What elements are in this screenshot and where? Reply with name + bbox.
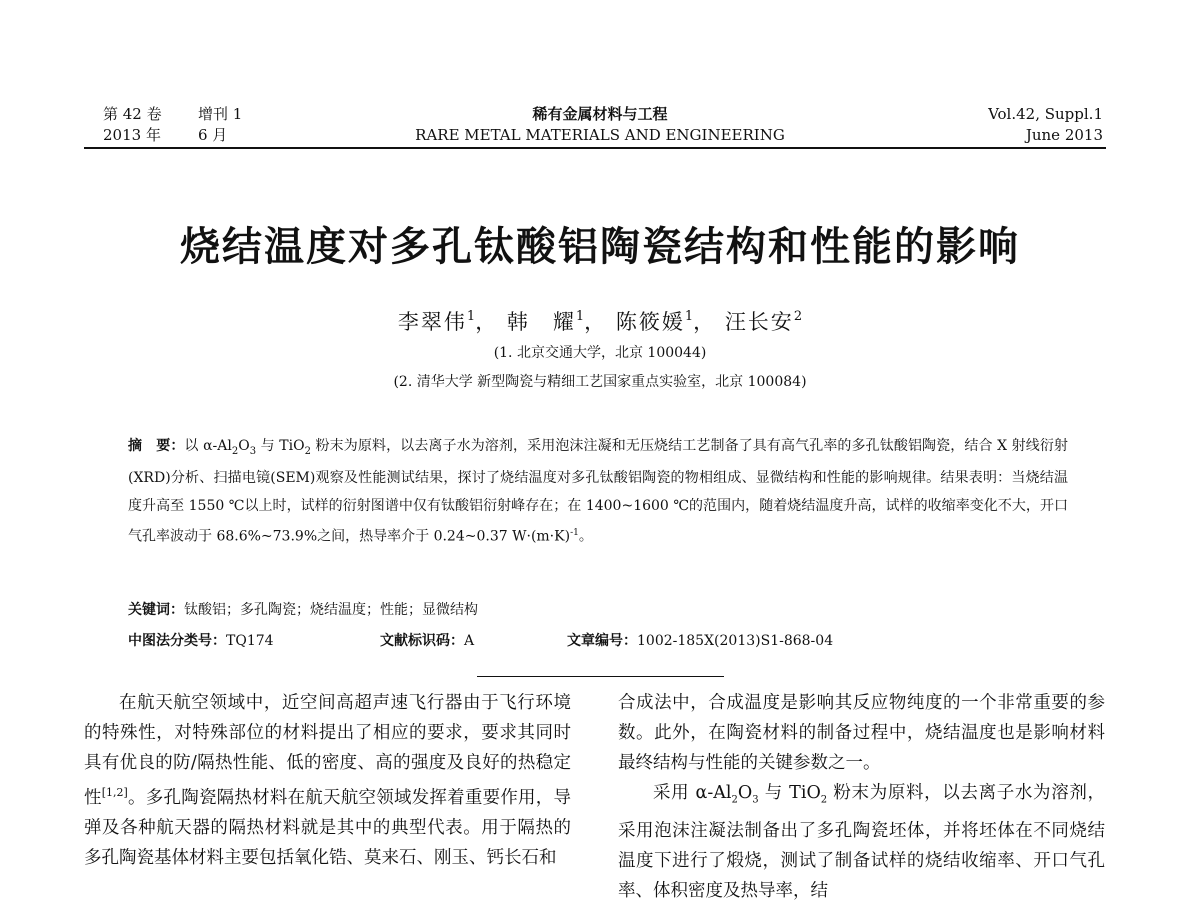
article-number-label: 文章编号： xyxy=(567,633,637,649)
abstract-text: 与 TiO xyxy=(256,438,305,454)
author-name: 汪长安 xyxy=(724,310,794,334)
citation: [1,2] xyxy=(101,786,128,799)
header-rule xyxy=(84,147,1106,149)
issue-cn: 增刊 1 xyxy=(198,105,243,123)
abstract-text: 。 xyxy=(578,528,593,545)
month-cn: 6 月 xyxy=(198,126,228,144)
superscript: -1 xyxy=(570,528,579,539)
document-code-value: A xyxy=(464,633,475,649)
subscript: 3 xyxy=(752,794,759,806)
keywords-label: 关键词： xyxy=(128,602,184,618)
body-text: 粉末为原料，以去离子水为溶剂，采用泡沫注凝法制备出了多孔陶瓷坯体，并将坯体在不同烧结温度下进行了煅烧，测试了制备试样的烧结收缩率、开口气孔率、体积密度及热导率，结 xyxy=(618,783,1105,901)
author-name: 陈筱媛 xyxy=(615,310,685,334)
clc-code xyxy=(128,631,274,651)
body-text: O xyxy=(737,783,753,803)
abstract xyxy=(128,433,1068,551)
volume-en: Vol.42, Suppl.1 xyxy=(988,105,1103,123)
subscript: 3 xyxy=(249,445,257,457)
body-column-right xyxy=(618,688,1105,906)
body-paragraph xyxy=(618,778,1105,906)
author-name: 李翠伟 xyxy=(397,310,467,334)
body-text: 采用 α-Al xyxy=(653,783,732,803)
subscript: 2 xyxy=(731,794,738,806)
abstract-text: 粉末为原料，以去离子水为溶剂，采用泡沫注凝和无压烧结工艺制备了具有高气孔率的多孔钛酸铝陶瓷，结合 X 射线衍射(XRD)分析、扫描电镜(SEM)观察及性能测试结果，探讨了烧结温度对多孔钛酸铝陶瓷的物相组成、显微结构和性能的影响规律。结果表明：当烧结温度升高至 1550 ℃以上时，试样的衍射图谱中仅有钛酸铝衍射峰存在；在 1400~1600 ℃的范围内，随着烧结温度升高，试样的收缩率变化不大，开口气孔率波动于 68.6%~73.9%之间，热导率介于 0.24~0.37 W·(m·K) xyxy=(128,438,1068,545)
subscript: 2 xyxy=(304,445,311,457)
body-text: 。多孔陶瓷隔热材料在航天航空领域发挥着重要作用，导弹及各种航天器的隔热材料就是其中的典型代表。用于隔热的多孔陶瓷基体材料主要包括氧化锆、莫来石、刚玉、钙长石和 xyxy=(84,787,572,868)
body-text: 在航天航空领域中，近空间高超声速飞行器由于飞行环境的特殊性，对特殊部位的材料提出了相应的要求，要求其同时具有优良的防/隔热性能、低的密度、高的强度及良好的热稳定性 xyxy=(84,693,571,808)
author-affil-mark: 1 xyxy=(575,309,585,324)
author-affil-mark: 1 xyxy=(684,309,694,324)
affiliation-1: (1. 北京交通大学，北京 100044) xyxy=(493,345,707,361)
abstract-label: 摘 要： xyxy=(128,438,185,454)
subscript: 2 xyxy=(820,794,828,806)
document-code xyxy=(380,631,474,651)
journal-title-en: RARE METAL MATERIALS AND ENGINEERING xyxy=(415,126,785,144)
author-affil-mark: 1 xyxy=(466,309,476,324)
abstract-text: O xyxy=(238,438,250,454)
author-list: 李翠伟$^1$， 韩 耀$^1$， 陈筱媛$^1$， 汪长安$^2$ xyxy=(397,309,803,334)
author-name: 韩 耀 xyxy=(506,310,576,334)
date-en: June 2013 xyxy=(1025,126,1103,144)
keywords xyxy=(128,600,478,620)
volume-cn: 第 42 卷 xyxy=(103,105,162,123)
subscript: 2 xyxy=(231,445,239,457)
body-paragraph xyxy=(84,688,571,873)
abstract-text: 以 α-Al xyxy=(184,438,232,454)
clc-value: TQ174 xyxy=(226,633,274,649)
year-cn: 2013 年 xyxy=(103,126,161,144)
clc-label: 中图法分类号： xyxy=(128,633,226,649)
keywords-text: 钛酸铝；多孔陶瓷；烧结温度；性能；显微结构 xyxy=(184,602,478,618)
author-affil-mark: 2 xyxy=(793,309,803,324)
affiliation-2: (2. 清华大学 新型陶瓷与精细工艺国家重点实验室，北京 100084) xyxy=(393,374,807,390)
paper-title: 烧结温度对多孔钛酸铝陶瓷结构和性能的影响 xyxy=(180,224,1020,270)
body-column-left xyxy=(84,688,571,873)
body-text: 与 TiO xyxy=(758,783,821,803)
article-number-value: 1002-185X(2013)S1-868-04 xyxy=(637,633,834,649)
journal-title-cn: 稀有金属材料与工程 xyxy=(532,105,668,123)
abstract-separator xyxy=(477,676,724,677)
document-code-label: 文献标识码： xyxy=(380,633,464,649)
body-paragraph: 合成法中，合成温度是影响其反应物纯度的一个非常重要的参数。此外，在陶瓷材料的制备过程中，烧结温度也是影响材料最终结构与性能的关键参数之一。 xyxy=(618,693,1105,773)
article-number xyxy=(567,631,833,651)
